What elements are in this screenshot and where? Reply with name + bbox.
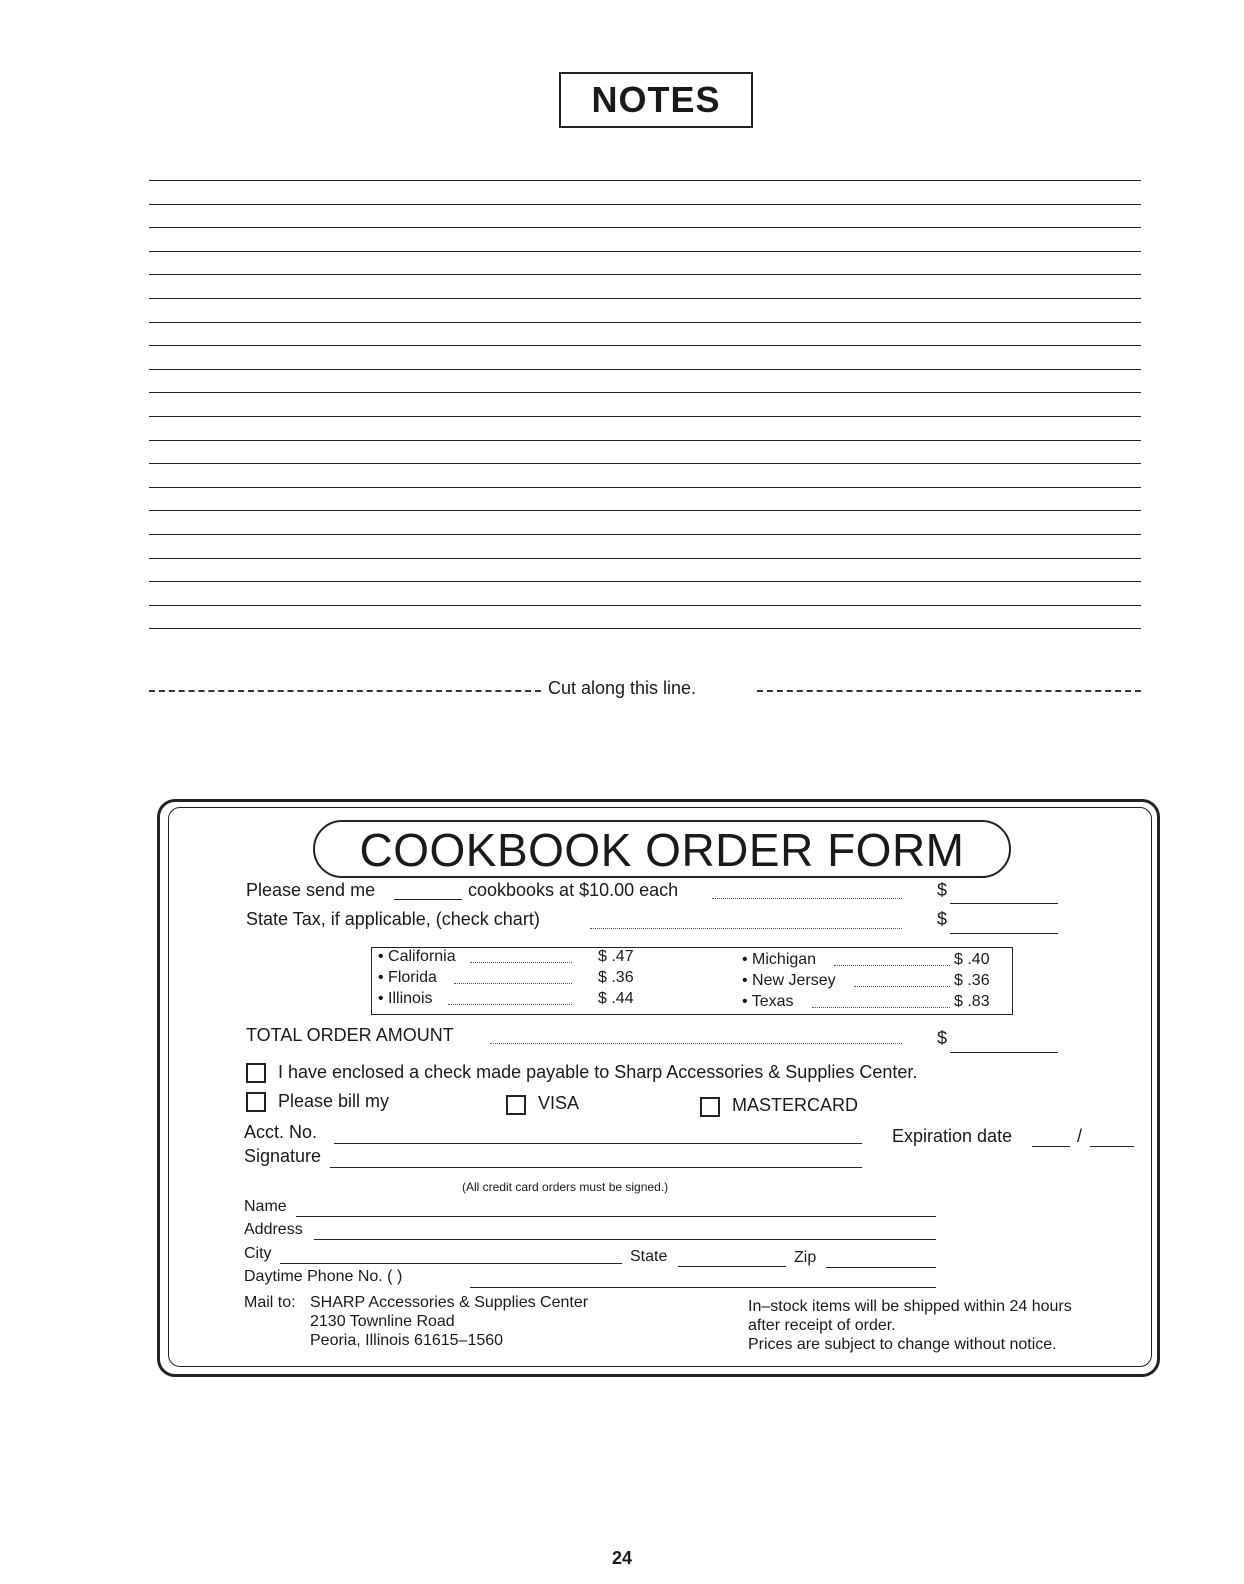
send-suffix-label: cookbooks at $10.00 each [468,880,679,900]
notes-rule-line [149,463,1141,464]
notes-rule-line [149,274,1141,275]
tax-rate: $ .47 [598,948,634,965]
notes-rule-line [149,392,1141,393]
dot-leader [470,962,572,963]
phone-field[interactable] [470,1287,936,1288]
signature-label: Signature [244,1146,322,1166]
tax-rate: $ .44 [598,990,634,1007]
notes-rule-line [149,251,1141,252]
dot-leader [854,986,950,987]
state-label: State [630,1248,668,1265]
notes-rule-line [149,180,1141,181]
dollar-sign: $ [937,909,948,929]
notes-rule-line [149,227,1141,228]
visa-checkbox[interactable] [506,1095,526,1115]
signature-field[interactable] [330,1167,862,1168]
tax-rate: $ .36 [954,972,990,989]
tax-state: • Illinois [378,990,433,1007]
notes-rule-line [149,558,1141,559]
tax-rate: $ .40 [954,951,990,968]
dot-leader [712,898,902,899]
mail-address-line: Peoria, Illinois 61615–1560 [310,1332,504,1349]
notes-title: NOTES [591,79,721,120]
notes-rule-line [149,510,1141,511]
subtotal-field[interactable] [950,903,1058,904]
tax-rate: $ .36 [598,969,634,986]
cut-dash-right [757,690,1141,692]
total-label: TOTAL ORDER AMOUNT [246,1025,454,1045]
name-field[interactable] [296,1216,936,1217]
notes-rule-line [149,416,1141,417]
order-form-title: COOKBOOK ORDER FORM [359,824,965,876]
expiration-label: Expiration date [892,1126,1013,1146]
notes-rule-line [149,605,1141,606]
dot-leader [834,965,950,966]
dot-leader [812,1007,950,1008]
state-field[interactable] [678,1266,786,1267]
tax-state: • New Jersey [742,972,836,989]
total-field[interactable] [950,1052,1058,1053]
notes-rule-line [149,628,1141,629]
cut-line-label: Cut along this line. [547,678,697,698]
phone-label: Daytime Phone No. ( ) [244,1268,403,1285]
dot-leader [490,1043,902,1044]
notes-rule-line [149,440,1141,441]
name-label: Name [244,1198,287,1215]
notes-rule-line [149,581,1141,582]
shipping-notice-line: Prices are subject to change without notice. [748,1336,1057,1353]
dollar-sign: $ [937,1028,948,1048]
notes-rule-line [149,298,1141,299]
shipping-notice-line: In–stock items will be shipped within 24 hours [748,1298,1072,1315]
dot-leader [454,983,572,984]
address-field[interactable] [314,1239,936,1240]
send-prefix-label: Please send me [246,880,376,900]
notes-rule-line [149,534,1141,535]
acct-no-field[interactable] [334,1143,862,1144]
notes-rule-line [149,369,1141,370]
order-form-title-box [313,820,1011,878]
city-label: City [244,1245,272,1262]
tax-chart [371,947,1013,1015]
mastercard-checkbox[interactable] [700,1097,720,1117]
tax-state: • Michigan [742,951,817,968]
bill-my-checkbox[interactable] [246,1092,266,1112]
dot-leader [590,928,902,929]
tax-state: • Florida [378,969,437,986]
tax-state: • Texas [742,993,794,1010]
city-field[interactable] [280,1263,622,1264]
zip-label: Zip [794,1249,817,1266]
expiration-separator: / [1077,1126,1083,1146]
address-label: Address [244,1221,303,1238]
notes-rule-line [149,345,1141,346]
state-tax-label: State Tax, if applicable, (check chart) [246,909,540,929]
zip-field[interactable] [826,1267,936,1268]
notes-rule-line [149,204,1141,205]
quantity-field[interactable] [394,899,462,900]
notes-rule-line [149,322,1141,323]
visa-label: VISA [538,1093,580,1113]
tax-state: • California [378,948,456,965]
dollar-sign: $ [937,880,948,900]
mail-to-label: Mail to: [244,1294,296,1311]
expiration-year-field[interactable] [1090,1146,1134,1147]
notes-title-box [559,72,753,128]
acct-no-label: Acct. No. [244,1122,318,1142]
check-enclosed-checkbox[interactable] [246,1063,266,1083]
mail-address-line: SHARP Accessories & Supplies Center [310,1294,589,1311]
dot-leader [448,1004,572,1005]
page-number: 24 [611,1548,633,1568]
mastercard-label: MASTERCARD [732,1095,859,1115]
notes-rule-line [149,487,1141,488]
bill-my-label: Please bill my [278,1091,390,1111]
tax-rate: $ .83 [954,993,990,1010]
mail-address-line: 2130 Townline Road [310,1313,455,1330]
state-tax-field[interactable] [950,933,1058,934]
signature-note: (All credit card orders must be signed.) [462,1180,669,1194]
shipping-notice-line: after receipt of order. [748,1317,896,1334]
expiration-month-field[interactable] [1032,1146,1070,1147]
check-enclosed-label: I have enclosed a check made payable to Sharp Accessories & Supplies Center. [278,1062,918,1082]
